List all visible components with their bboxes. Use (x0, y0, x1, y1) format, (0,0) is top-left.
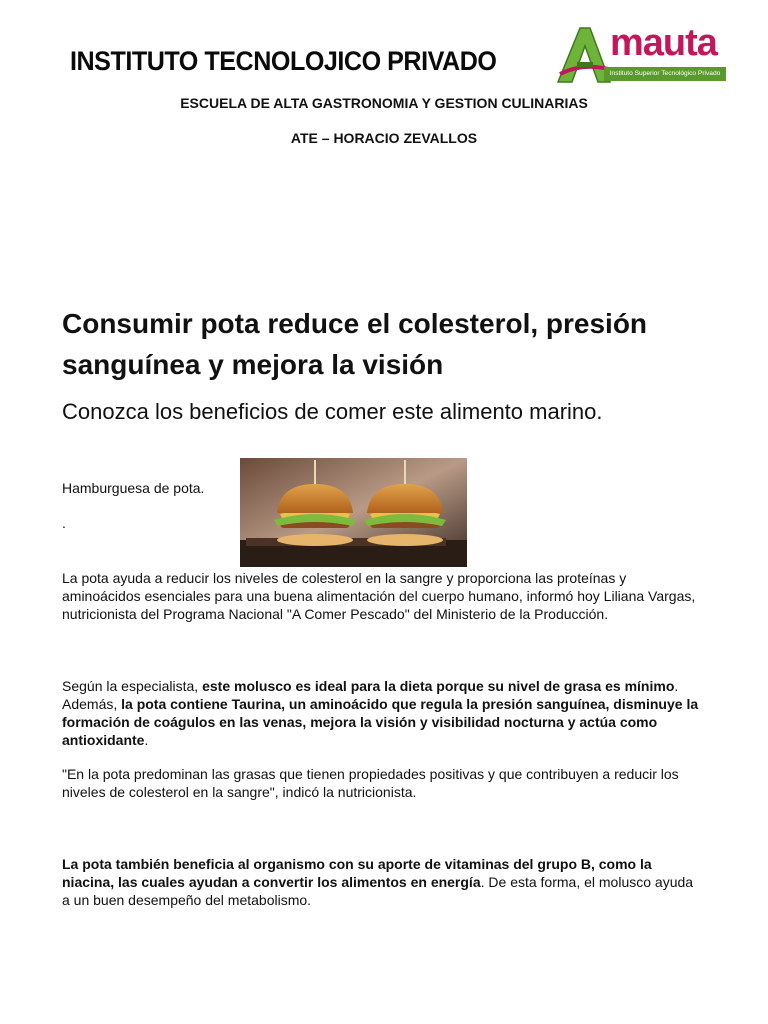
p2-bold-1: este molusco es ideal para la dieta porque su nivel de grasa es mínimo (202, 678, 675, 694)
photo-caption: Hamburguesa de pota. (62, 480, 205, 496)
paragraph-1: La pota ayuda a reducir los niveles de colesterol en la sangre y proporciona las proteínas y aminoácidos esenciales para una buena alimentación del cuerpo humano, informó hoy Liliana Vargas, nutricionista del Programa Nacional "A Comer Pescado" del Ministerio de la Producción. (62, 570, 696, 622)
burger-photo (240, 458, 467, 567)
p2-bold-2: la pota contiene Taurina, un aminoácido que regula la presión sanguínea, disminuye la formación de coágulos en las venas, mejora la visión y visibilidad nocturna y actúa como antioxidante (62, 696, 699, 748)
paragraph-2 (62, 677, 702, 749)
article-headline: Consumir pota reduce el colesterol, presión sanguínea y mejora la visión (62, 308, 648, 380)
p2-end: . (144, 732, 149, 748)
logo-tagline: Instituto Superior Tecnológico Privado (604, 67, 726, 81)
paragraph-4 (62, 855, 702, 909)
paragraph-3: "En la pota predominan las grasas que tienen propiedades positivas y que contribuyen a reducir los niveles de colesterol en la sangre", indicó la nutricionista. (62, 766, 679, 800)
p2-intro: Según la especialista, (62, 678, 203, 694)
stray-dot: . (62, 515, 66, 531)
logo-word: mauta (610, 22, 717, 64)
p4-bold: La pota también beneficia al organismo con su aporte de vitaminas del grupo B, como la niacina, las cuales ayudan a convertir los alimentos en energía (62, 856, 652, 890)
teacher-name: ATE – HORACIO ZEVALLOS (290, 130, 478, 146)
p4-rest: . De esta forma, el molusco ayuda a un buen desempeño del metabolismo. (62, 874, 694, 908)
institute-title: INSTITUTO TECNOLOJICO PRIVADO (70, 46, 497, 76)
p2-mid: . Además, (62, 678, 679, 712)
amauta-logo (554, 22, 730, 86)
article-subhead: Conozca los beneficios de comer este alimento marino. (62, 399, 603, 424)
school-name: ESCUELA DE ALTA GASTRONOMIA Y GESTION CULINARIAS (180, 95, 588, 111)
